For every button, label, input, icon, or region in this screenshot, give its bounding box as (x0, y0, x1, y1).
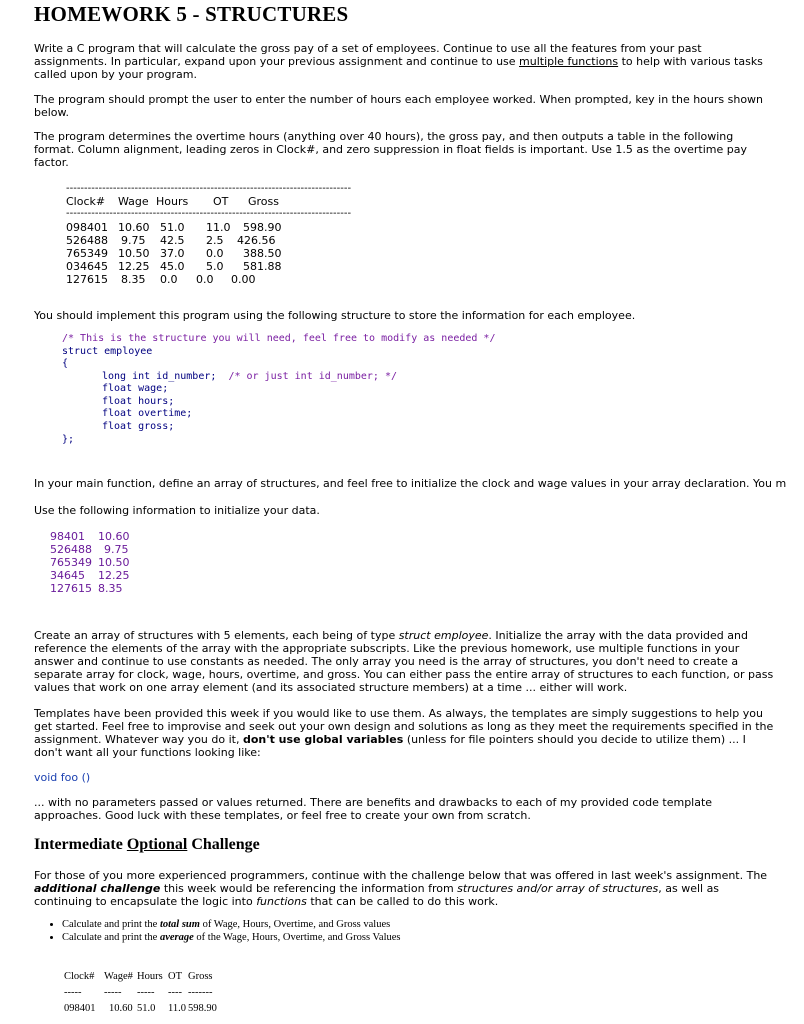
table-row: 127615 8.35 0.0 0.0 0.00 (66, 273, 256, 286)
table-dashes-bottom: ------------------------------------------------------------------------------- (66, 208, 352, 219)
init-data-row: 526488 9.75 (50, 543, 129, 556)
page-title: HOMEWORK 5 - STRUCTURES (34, 2, 349, 26)
challenge-table-header: Clock# Wage# Hours OT Gross (64, 971, 213, 982)
use-info-text: Use the following information to initialize your data. (34, 504, 320, 517)
table-header-hours: Hours (156, 195, 189, 208)
list-item: • Calculate and print the average of the Wage, Hours, Overtime, and Gross Values (62, 931, 782, 944)
code-wage-line: float wage; (102, 383, 169, 394)
init-data-row: 765349 10.50 (50, 556, 130, 569)
init-data-row: 34645 12.25 (50, 569, 130, 582)
intro-paragraph-1: Write a C program that will calculate the gross pay of a set of employees. Continue to use all the features from your past assignments. In particular, expand upon your previous assignment and continue to use multiple functions to help with various tasks called upon by your program. (34, 42, 763, 81)
code-id-number-line: long int id_number; /* or just int id_number; */ (102, 371, 398, 382)
table-header-wage: Wage (118, 195, 149, 208)
table-header-gross: Gross (248, 195, 279, 208)
no-params-paragraph: ... with no parameters passed or values returned. There are benefits and drawbacks to each of my provided code template approaches. Good luck with these templates, or feel free to create your own from scratch. (34, 796, 713, 822)
intro-paragraph-2: The program should prompt the user to enter the number of hours each employee worked. When prompted, key in the hours shown below. (34, 93, 764, 119)
table-row: 098401 10.60 51.0 11.0 598.90 (66, 221, 282, 234)
struct-intro: You should implement this program using the following structure to store the information for each employee. (34, 309, 636, 322)
void-foo-example: void foo () (34, 771, 91, 784)
intro-paragraph-3: The program determines the overtime hours (anything over 40 hours), the gross pay, and then outputs a table in the following format. Column alignment, leading zeros in Clock#, and zero suppression in float fields is important. Use 1.5 as the overtime pay factor. (34, 130, 747, 169)
list-item: • Calculate and print the total sum of Wage, Hours, Overtime, and Gross values (62, 918, 782, 931)
code-overtime-line: float overtime; (102, 408, 193, 419)
challenge-heading: Intermediate Optional Challenge (34, 836, 260, 853)
init-data-row: 127615 8.35 (50, 582, 123, 595)
challenge-table-dashes: ----- ----- ----- ---- ------- (64, 987, 213, 998)
templates-paragraph: Templates have been provided this week if you would like to use them. As always, the templates are simply suggestions to help you get started. Feel free to improvise and seek out your own design and solutions as long as they meet the requirements specified in the assignment. Whatever way you do it, don't use global variables (unless for file pointers should you decide to utilize them) ... I don't want all your functions looking like: (34, 707, 774, 759)
challenge-table-row: 098401 10.60 51.0 11.0 598.90 (64, 1003, 217, 1014)
code-close-brace: }; (62, 434, 75, 445)
table-header-clock: Clock# (66, 195, 106, 208)
main-function-paragraph: In your main function, define an array of structures, and feel free to initialize the clock and wage values in your array declaration. You m (34, 477, 787, 490)
table-row: 526488 9.75 42.5 2.5 426.56 (66, 234, 276, 247)
table-dashes-top: ------------------------------------------------------------------------------- (66, 183, 352, 194)
table-row: 034645 12.25 45.0 5.0 581.88 (66, 260, 282, 273)
multiple-functions-text: multiple functions (519, 55, 619, 68)
code-comment-line: /* This is the structure you will need, feel free to modify as needed */ (62, 333, 496, 344)
code-struct-line: struct employee (62, 346, 153, 357)
init-data-row: 98401 10.60 (50, 530, 130, 543)
challenge-bullet-list (34, 918, 782, 944)
challenge-paragraph: For those of you more experienced programmers, continue with the challenge below that was offered in last week's assignment. The additional challenge this week would be referencing the information from structures and/or array of structures, as well as continuing to encapsulate the logic into functions that can be called to do this work. (34, 869, 768, 908)
table-header-ot: OT (213, 195, 229, 208)
array-paragraph: Create an array of structures with 5 elements, each being of type struct employee. Initialize the array with the data provided and reference the elements of the array with the appropriate subscripts. Like the previous homework, use multiple functions in your answer and continue to use constants as needed. The only array you need is the array of structures, you don't need to create a separate array for clock, wage, hours, overtime, and gross. You can either pass the entire array of structures to each function, or pass values that work on one array element (and its associated structure members) at a time ... either will work. (34, 629, 774, 694)
code-open-brace: { (62, 358, 69, 369)
table-row: 765349 10.50 37.0 0.0 388.50 (66, 247, 282, 260)
code-gross-line: float gross; (102, 421, 175, 432)
code-hours-line: float hours; (102, 396, 175, 407)
